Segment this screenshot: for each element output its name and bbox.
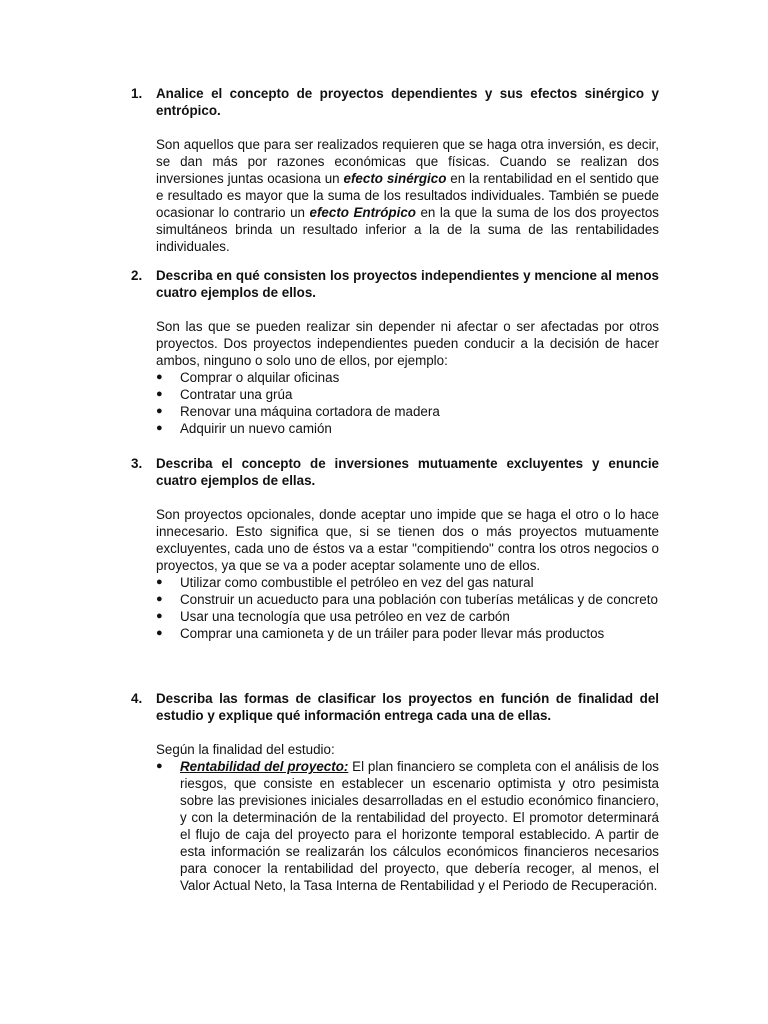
bullet-icon: ● — [156, 593, 163, 605]
bullet-icon: ● — [156, 422, 163, 434]
question-number: 3. — [131, 456, 143, 471]
question-title: Analice el concepto de proyectos dependientes y sus efectos sinérgico y entrópico. — [156, 86, 659, 118]
question-heading — [131, 690, 659, 724]
list-item: ● Comprar una camioneta y de un tráiler para poder llevar más productos — [156, 626, 605, 641]
term-efecto-entropico: efecto Entrópico — [309, 205, 416, 220]
question-title: Describa en qué consisten los proyectos independientes y mencione al menos cuatro ejemplos de ellos. — [156, 268, 659, 300]
question-number: 4. — [131, 691, 143, 706]
bullet-icon: ● — [156, 405, 163, 417]
classification-list — [156, 758, 659, 894]
question-1 — [131, 85, 659, 255]
question-number: 1. — [131, 86, 143, 101]
list-item — [156, 758, 659, 894]
term-description: El plan financiero se completa con el análisis de los riesgos, que consiste en establecer un escenario optimista y otro pesimista sobre las previsiones iniciales desarrolladas en el estudio económico financiero, y con la determinación de la rentabilidad del proyecto. El promotor determinará el flujo de caja del proyecto para el horizonte temporal establecido. A partir de esta información se realizarán los cálculos económicos financieros necesarios para conocer la rentabilidad del proyecto, que debería recoger, al menos, el Valor Actual Neto, la Tasa Interna de Rentabilidad y el Periodo de Recuperación. — [180, 759, 659, 893]
list-item: ● Contratar una grúa — [156, 387, 293, 402]
question-heading — [131, 455, 659, 489]
list-item: ● Usar una tecnología que usa petróleo en vez de carbón — [156, 609, 510, 624]
answer-text: en la que la suma de los dos proyectos simultáneos brinda un resultado inferior a la de la suma de las rentabilidades individuales. — [156, 205, 659, 254]
question-4 — [131, 690, 659, 894]
answer-text: en la rentabilidad en el sentido que e resultado es mayor que la suma de los resultados individuales. También se puede ocasionar lo contrario un — [156, 171, 659, 220]
bullet-icon: ● — [156, 388, 163, 400]
term-efecto-sinergico: efecto sinérgico — [343, 171, 447, 186]
answer-paragraph — [156, 136, 659, 255]
answer-paragraph: Son las que se pueden realizar sin depender ni afectar o ser afectadas por otros proyectos. Dos proyectos independientes pueden conducir a la decisión de hacer ambos, ninguno o solo uno de ellos, por ejemplo: — [156, 319, 659, 368]
term-rentabilidad: Rentabilidad del proyecto: — [180, 759, 349, 774]
list-item: ● Adquirir un nuevo camión — [156, 421, 332, 436]
example-list — [156, 369, 659, 437]
question-3 — [131, 455, 659, 642]
list-item: ● Utilizar como combustible el petróleo en vez del gas natural — [156, 575, 534, 590]
bullet-icon: ● — [156, 371, 163, 383]
question-title: Describa el concepto de inversiones mutuamente excluyentes y enuncie cuatro ejemplos de ellas. — [156, 456, 659, 488]
question-2 — [131, 267, 659, 437]
question-title: Describa las formas de clasificar los proyectos en función de finalidad del estudio y explique qué información entrega cada una de ellas. — [156, 691, 659, 723]
bullet-icon: ● — [156, 627, 163, 639]
question-number: 2. — [131, 268, 143, 283]
list-item: ● Comprar o alquilar oficinas — [156, 370, 340, 385]
example-list — [156, 574, 659, 642]
question-heading — [131, 85, 659, 119]
list-item: ● Renovar una máquina cortadora de madera — [156, 404, 440, 419]
answer-paragraph: Son proyectos opcionales, donde aceptar uno impide que se haga el otro o lo hace innecesario. Esto significa que, si se tienen dos o más proyectos mutuamente excluyentes, cada uno de éstos va a estar "compitiendo" contra los otros negocios o proyectos, ya que se va a poder aceptar solamente uno de ellos. — [156, 507, 659, 573]
bullet-icon: ● — [156, 760, 163, 772]
bullet-icon: ● — [156, 576, 163, 588]
answer-text: Son aquellos que para ser realizados requieren que se haga otra inversión, es decir, se dan más por razones económicas que físicas. Cuando se realizan dos inversiones juntas ocasiona un — [156, 137, 659, 186]
question-heading — [131, 267, 659, 301]
bullet-icon: ● — [156, 610, 163, 622]
list-item: ● Construir un acueducto para una población con tuberías metálicas y de concreto — [156, 592, 658, 607]
answer-intro: Según la finalidad del estudio: — [156, 742, 335, 757]
